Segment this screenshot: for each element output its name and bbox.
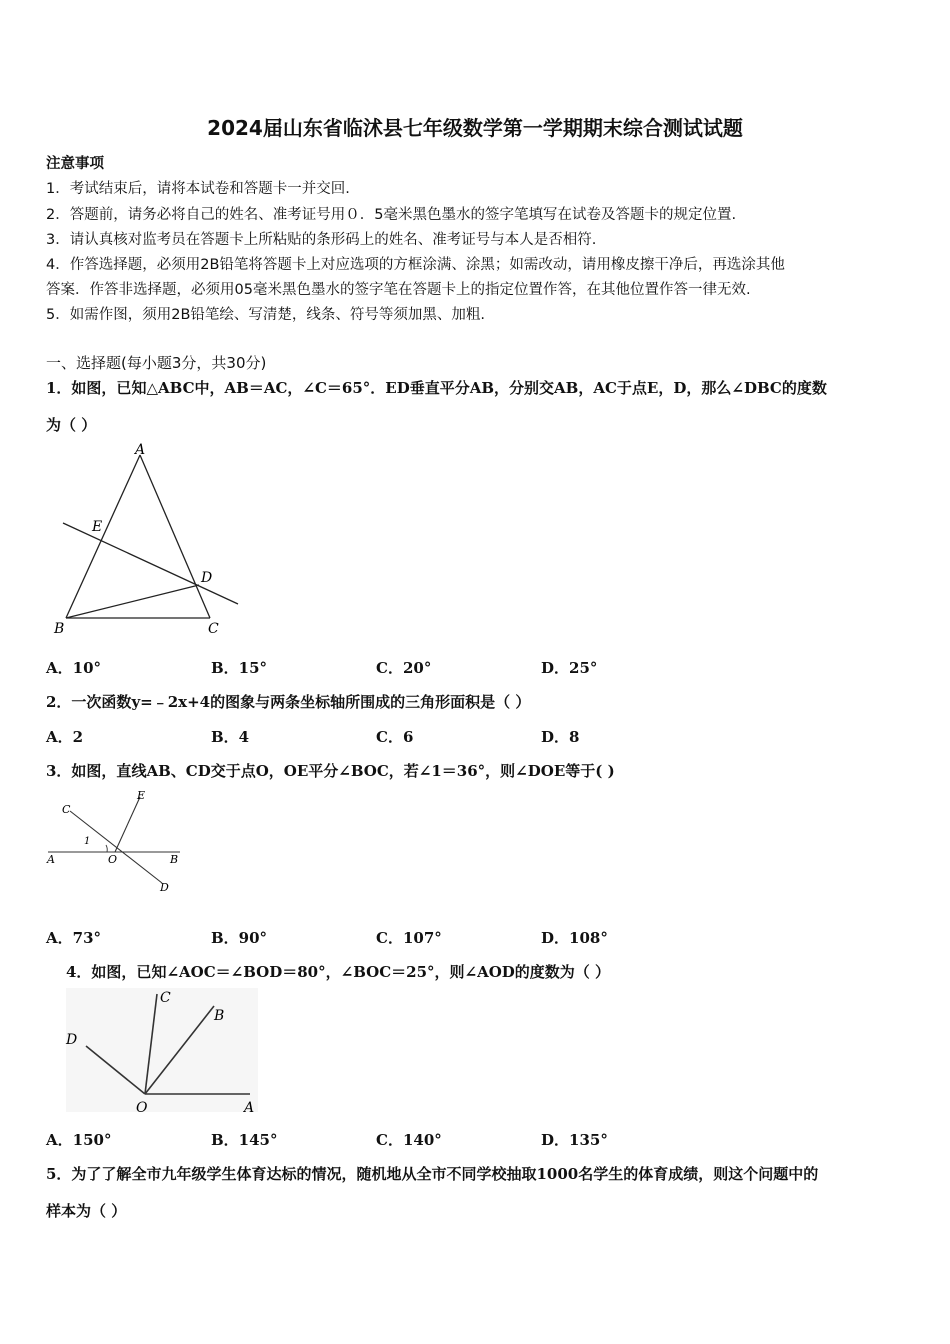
question-4-text: 4．如图，已知∠AOC＝∠BOD＝80°，∠BOC＝25°，则∠AOD的度数为（ ）: [66, 963, 611, 981]
question-5-text-cont: 样本为（ ）: [46, 1202, 127, 1220]
q3-option-d: D．108°: [541, 929, 608, 947]
q1-option-b: B．15°: [211, 659, 268, 677]
note-item-5: 5．如需作图，须用2B铅笔绘、写清楚，线条、符号等须加黑、加粗.: [46, 307, 486, 323]
note-item-4-cont: 答案．作答非选择题，必须用05毫米黑色墨水的签字笔在答题卡上的指定位置作答，在其他位置作答一律无效.: [46, 282, 751, 298]
question-3-figure: [44, 785, 194, 897]
q1-option-c: C．20°: [376, 659, 432, 677]
q2-option-d: D．8: [541, 728, 580, 746]
fig4-label-o: O: [136, 1100, 148, 1116]
q2-option-b: B．4: [211, 728, 250, 746]
q4-option-b: B．145°: [211, 1131, 278, 1149]
q3-option-b: B．90°: [211, 929, 268, 947]
fig1-label-c: C: [208, 621, 219, 637]
note-item-1: 1．考试结束后，请将本试卷和答题卡一并交回.: [46, 181, 350, 197]
fig1-label-b: B: [54, 621, 65, 637]
question-1-text: 1．如图，已知△ABC中，AB＝AC，∠C＝65°．ED垂直平分AB，分别交AB，AC于点E，D，那么∠DBC的度数: [46, 379, 827, 397]
fig1-label-a: A: [135, 442, 146, 458]
fig3-label-b: B: [170, 853, 179, 866]
fig3-label-1: 1: [84, 836, 91, 847]
q1-option-a: A．10°: [46, 659, 102, 677]
note-item-2: 2．答题前，请务必将自己的姓名、准考证号用０．5毫米黑色墨水的签字笔填写在试卷及答题卡的规定位置.: [46, 207, 737, 223]
question-4-figure: [62, 986, 262, 1118]
section-heading: 一、选择题(每小题3分，共30分): [46, 354, 267, 372]
q4-option-c: C．140°: [376, 1131, 442, 1149]
fig4-label-d: D: [66, 1032, 78, 1048]
q4-option-d: D．135°: [541, 1131, 608, 1149]
q2-option-c: C．6: [376, 728, 414, 746]
question-3-text: 3．如图，直线AB、CD交于点O，OE平分∠BOC，若∠1＝36°，则∠DOE等于( ): [46, 762, 615, 780]
fig4-label-c: C: [160, 990, 171, 1006]
note-item-4: 4．作答选择题，必须用2B铅笔将答题卡上对应选项的方框涂满、涂黑；如需改动，请用橡皮擦干净后，再选涂其他: [46, 257, 785, 273]
notes-heading: 注意事项: [46, 156, 104, 172]
q1-option-d: D．25°: [541, 659, 598, 677]
fig1-label-d: D: [201, 570, 213, 586]
q3-option-c: C．107°: [376, 929, 442, 947]
fig4-label-a: A: [244, 1100, 255, 1116]
q3-option-a: A．73°: [46, 929, 102, 947]
page-title: 2024届山东省临沭县七年级数学第一学期期末综合测试试题: [207, 116, 743, 140]
question-1-figure: [44, 440, 244, 640]
fig3-label-c: C: [62, 803, 71, 816]
fig3-label-d: D: [160, 881, 169, 894]
q2-option-a: A．2: [46, 728, 84, 746]
fig3-label-a: A: [47, 853, 55, 866]
note-item-3: 3．请认真核对监考员在答题卡上所粘贴的条形码上的姓名、准考证号与本人是否相符.: [46, 232, 597, 248]
question-1-text-cont: 为（ ）: [46, 416, 97, 434]
question-5-text: 5．为了了解全市九年级学生体育达标的情况，随机地从全市不同学校抽取1000名学生的体育成绩，则这个问题中的: [46, 1165, 819, 1183]
question-2-text: 2．一次函数y=﹣2x+4的图象与两条坐标轴所围成的三角形面积是（ ）: [46, 693, 531, 711]
fig4-label-b: B: [214, 1008, 225, 1024]
fig3-label-e: E: [137, 789, 146, 802]
fig1-label-e: E: [92, 519, 103, 535]
fig3-label-o: O: [108, 853, 118, 866]
q4-option-a: A．150°: [46, 1131, 112, 1149]
